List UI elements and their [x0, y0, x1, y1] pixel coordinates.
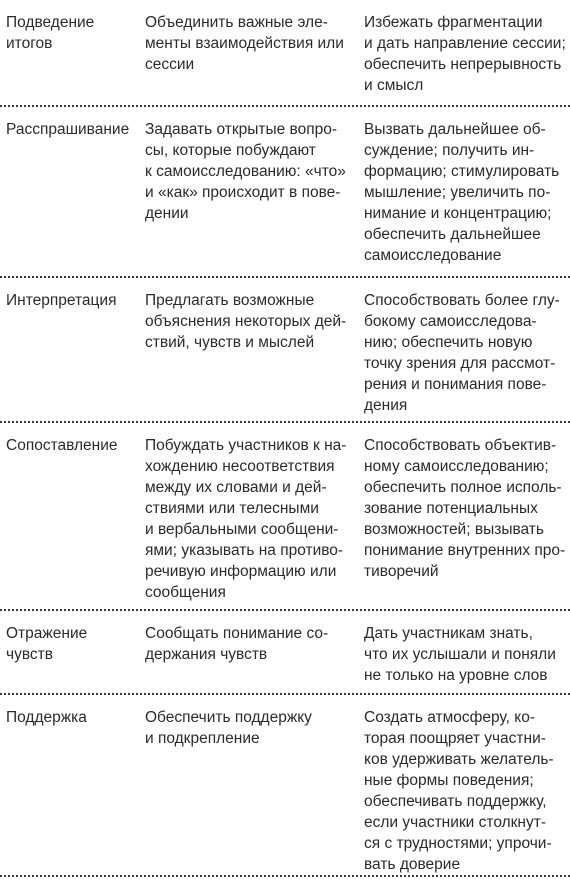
table-row	[0, 423, 570, 602]
description-cell: Объединить важные эле- менты взаимодействия или сессии	[145, 14, 344, 73]
purpose-cell: Способствовать более глу- бокому самоисследова- нию; обеспечить новую точку зрения для рассмот- рения и понимания пове- дения	[364, 292, 560, 414]
technique-cell: Поддержка	[6, 709, 87, 726]
description-cell: Предлагать возможные объяснения некоторых дей- ствий, чувств и мыслей	[145, 292, 347, 351]
purpose-cell: Дать участникам знать, что их услышали и поняли не только на уровне слов	[364, 625, 556, 684]
table-row	[0, 107, 570, 269]
description-cell: Обеспечить поддержку и подкрепление	[145, 709, 312, 747]
technique-cell: Отражение чувств	[6, 625, 88, 663]
technique-cell: Интерпретация	[6, 292, 117, 309]
table-row	[0, 695, 570, 872]
purpose-cell: Создать атмосферу, ко- торая поощряет участни- ков удерживать желатель- ные формы поведения; обеспечивать поддержку, если участники столкнут- ся с трудностями; упрочи- вать доверие	[364, 709, 554, 873]
technique-cell: Подведение итогов	[6, 14, 95, 52]
purpose-cell: Вызвать дальнейшее об- суждение; получить ин- формацию; стимулировать мышление; увеличить по- нимание и концентрацию; обеспечить дальнейшее самоисследование	[364, 121, 560, 264]
purpose-cell: Избежать фрагментации и дать направление сессии; обеспечить непрерывность и смысл	[364, 14, 566, 94]
description-cell: Сообщать понимание со- держания чувств	[145, 625, 329, 663]
technique-cell: Расспрашивание	[6, 121, 130, 138]
table-row	[0, 611, 570, 686]
table-row	[0, 0, 570, 94]
description-cell: Задавать открытые вопро- сы, которые побуждают к самоисследованию: «что» и «как» происходит в пове- дении	[145, 121, 346, 222]
technique-cell: Сопоставление	[6, 437, 118, 454]
table-row	[0, 278, 570, 414]
purpose-cell: Способствовать объектив- ному самоисследованию; обеспечить полное исполь- зование потенциальных возможностей; вызывать понимание внутренних про- тиворечий	[364, 437, 566, 580]
row-divider	[0, 875, 570, 877]
description-cell: Побуждать участников к на- хождению несоответствия между их словами и дей- ствиями или телесными и вербальными сообщени- ями; указывать на противо- речивую информацию или сообщения	[145, 437, 347, 601]
